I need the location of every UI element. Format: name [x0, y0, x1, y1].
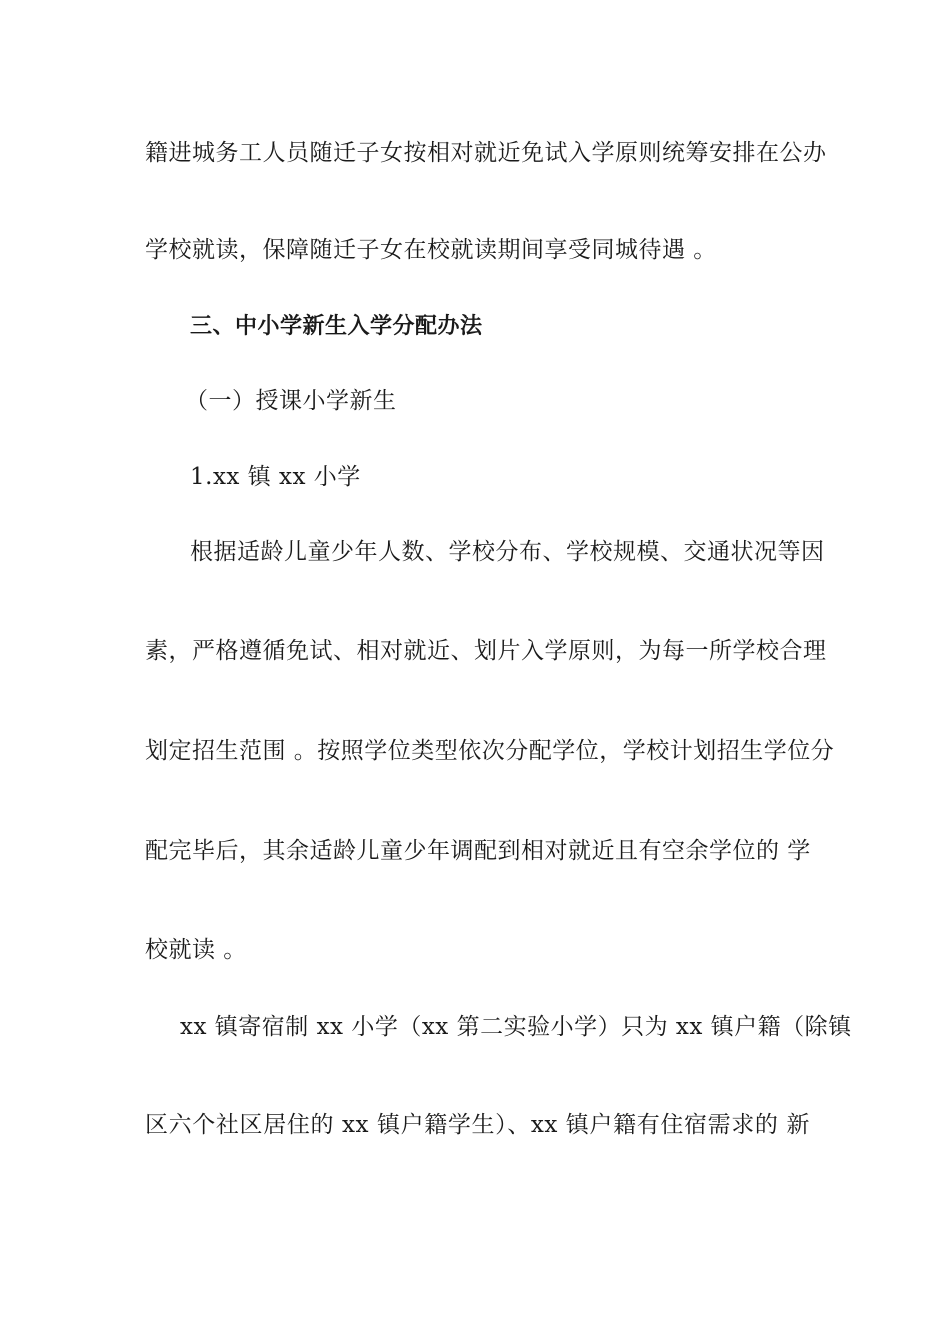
paragraph-line: 校就读 。 — [145, 937, 247, 963]
paragraph-line: 根据适龄儿童少年人数、学校分布、学校规模、交通状况等因 — [190, 539, 825, 565]
paragraph-line: 籍进城务工人员随迁子女按相对就近免试入学原则统筹安排在公办 — [145, 140, 827, 166]
paragraph-line: 划定招生范围 。按照学位类型依次分配学位，学校计划招生学位分 — [145, 738, 835, 764]
subsection-heading: （一）授课小学新生 — [185, 388, 397, 414]
paragraph-line: 学校就读，保障随迁子女在校就读期间享受同城待遇 。 — [145, 237, 717, 263]
paragraph-line: 区六个社区居住的 xx 镇户籍学生）、xx 镇户籍有住宿需求的 新 — [145, 1112, 810, 1138]
paragraph-line: 素，严格遵循免试、相对就近、划片入学原则，为每一所学校合理 — [145, 638, 827, 664]
numbered-heading: 1.xx 镇 xx 小学 — [190, 464, 361, 490]
paragraph-line: 配完毕后，其余适龄儿童少年调配到相对就近且有空余学位的 学 — [145, 838, 811, 864]
paragraph-line: xx 镇寄宿制 xx 小学（xx 第二实验小学）只为 xx 镇户籍（除镇 — [180, 1014, 852, 1040]
section-heading: 三、中小学新生入学分配办法 — [190, 314, 483, 339]
